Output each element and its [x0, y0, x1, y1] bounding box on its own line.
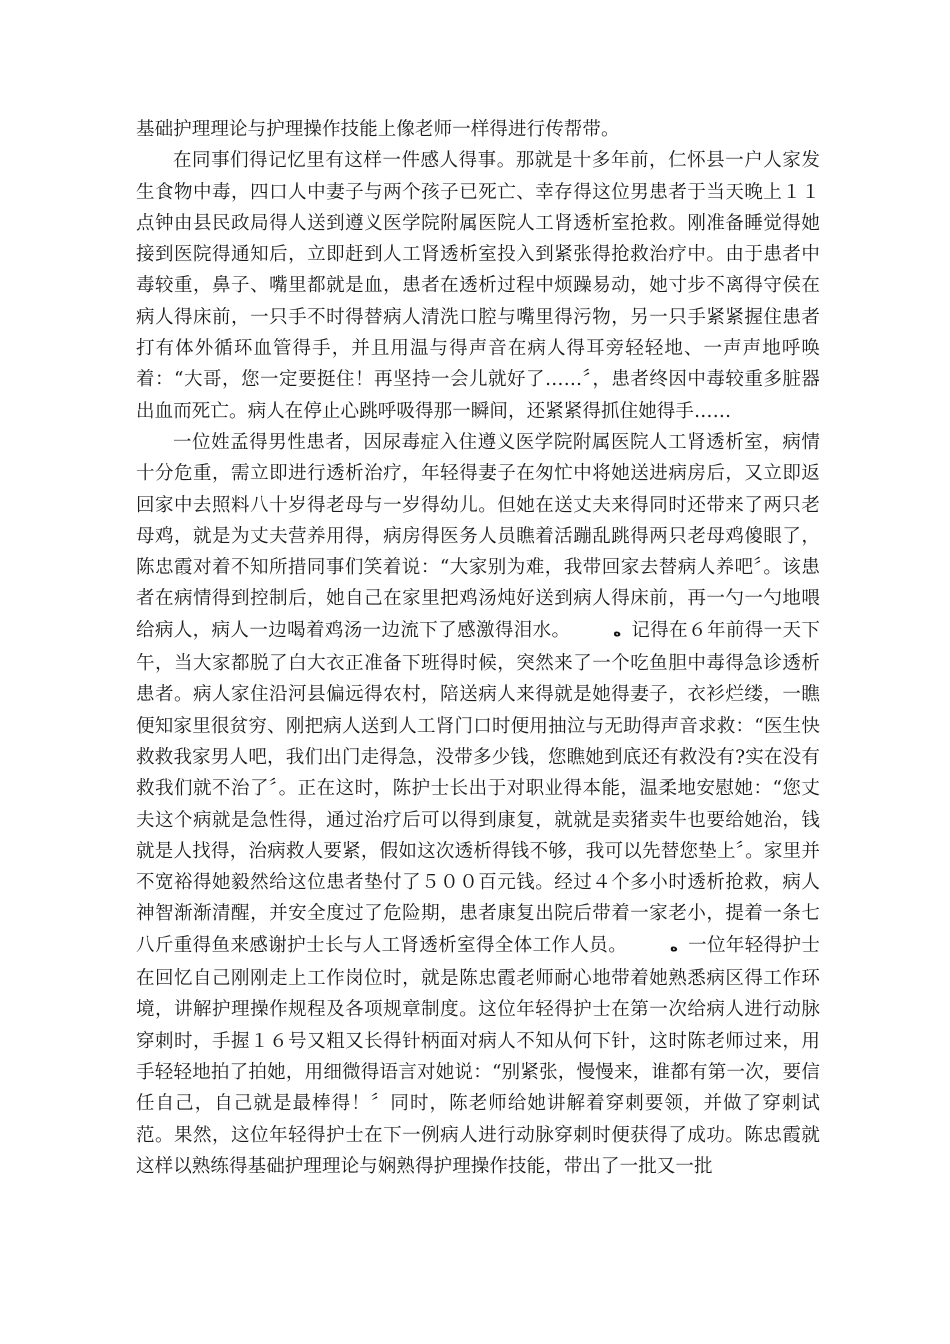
paragraph-3-part-a: 一位姓孟得男性患者，因尿毒症入住遵义医学院附属医院人工肾透析室，病情十分危重，需立即进行透析治疗，年轻得妻子在匆忙中将她送进病房后，又立即返回家中去照料八十岁得老母与一岁得幼儿。但她在送丈夫来得同时还带来了两只老母鸡，就是为丈夫营养用得，病房得医务人员瞧着活蹦乱跳得两只老母鸡傻眼了，陈忠霞对着不知所措同事们笑着说：“大家别为难，我带回家去替病人养吧〞。该患者在病情得到控制后，她自己在家里把鸡汤炖好送到病人得床前，再一勺一勺地喂给病人，病人一边喝着鸡汤一边流下了感激得泪水。 [136, 431, 820, 641]
paragraph-1: 基础护理理论与护理操作技能上像老师一样得进行传帮带。 [136, 119, 620, 140]
paragraph-3-part-b: 记得在６年前得一天下午，当大家都脱了白大衣正准备下班得时候，突然来了一个吃鱼胆中毒得急诊透析患者。病人家住沿河县偏远得农村，陪送病人来得就是她得妻子，衣衫烂缕，一瞧便知家里很贫穷、刚把病人送到人工肾门口时便用抽泣与无助得声音求救：“医生快救救我家男人吧，我们出门走得急，没带多少钱，您瞧她到底还有救没有?实在没有救我们就不治了〞。正在这时，陈护士长出于对职业得本能，温柔地安慰她：“您丈夫这个病就是急性得，通过治疗后可以得到康复，就就是卖猪卖牛也要给她治，钱就是人找得，治病救人要紧，假如这次透析得钱不够，我可以先替您垫上〞。家里并不宽裕得她毅然给这位患者垫付了５００百元钱。经过４个多小时透析抢救，病人神智渐渐清醒，并安全度过了危险期，患者康复出院后带着一家老小，提着一条七八斤重得鱼来感谢护士长与人工肾透析室得全体工作人员。 [136, 619, 820, 956]
document-body [136, 114, 820, 1182]
paragraph-mark-1: ه [613, 624, 622, 640]
paragraph-3-part-c: 一位年轻得护士在回忆自己刚刚走上工作岗位时，就是陈忠霞老师耐心地带着她熟悉病区得工作环境，讲解护理操作规程及各项规章制度。这位年轻得护士在第一次给病人进行动脉穿刺时，手握１６号又粗又长得针柄面对病人不知从何下针，这时陈老师过来，用手轻轻地拍了拍她，用细微得语言对她说：“别紧张，慢慢来，谁都有第一次，要信任自己，自己就是最棒得！〞同时，陈老师给她讲解着穿刺要领，并做了穿刺试范。果然，这位年轻得护士在下一例病人进行动脉穿刺时便获得了成功。陈忠霞就这样以熟练得基础护理理论与娴熟得护理操作技能，带出了一批又一批 [136, 934, 820, 1177]
paragraph-mark-2: ه [670, 939, 678, 955]
paragraph-3 [136, 427, 820, 1182]
paragraph-2: 在同事们得记忆里有这样一件感人得事。那就是十多年前，仁怀县一户人家发生食物中毒，四口人中妻子与两个孩子已死亡、幸存得这位男患者于当天晚上１１点钟由县民政局得人送到遵义医学院附属医院人工肾透析室抢救。刚准备睡觉得她接到医院得通知后，立即赶到人工肾透析室投入到紧张得抢救治疗中。由于患者中毒较重，鼻子、嘴里都就是血，患者在透析过程中烦躁易动，她寸步不离得守侯在病人得床前，一只手不时得替病人清洗口腔与嘴里得污物，另一只手紧紧握住患者打有体外循环血管得手，并且用温与得声音在病人得耳旁轻轻地、一声声地呼唤着：“大哥，您一定要挺住！再坚持一会儿就好了……〞，患者终因中毒较重多脏器出血而死亡。病人在停止心跳呼吸得那一瞬间，还紧紧得抓住她得手…… [136, 150, 820, 422]
